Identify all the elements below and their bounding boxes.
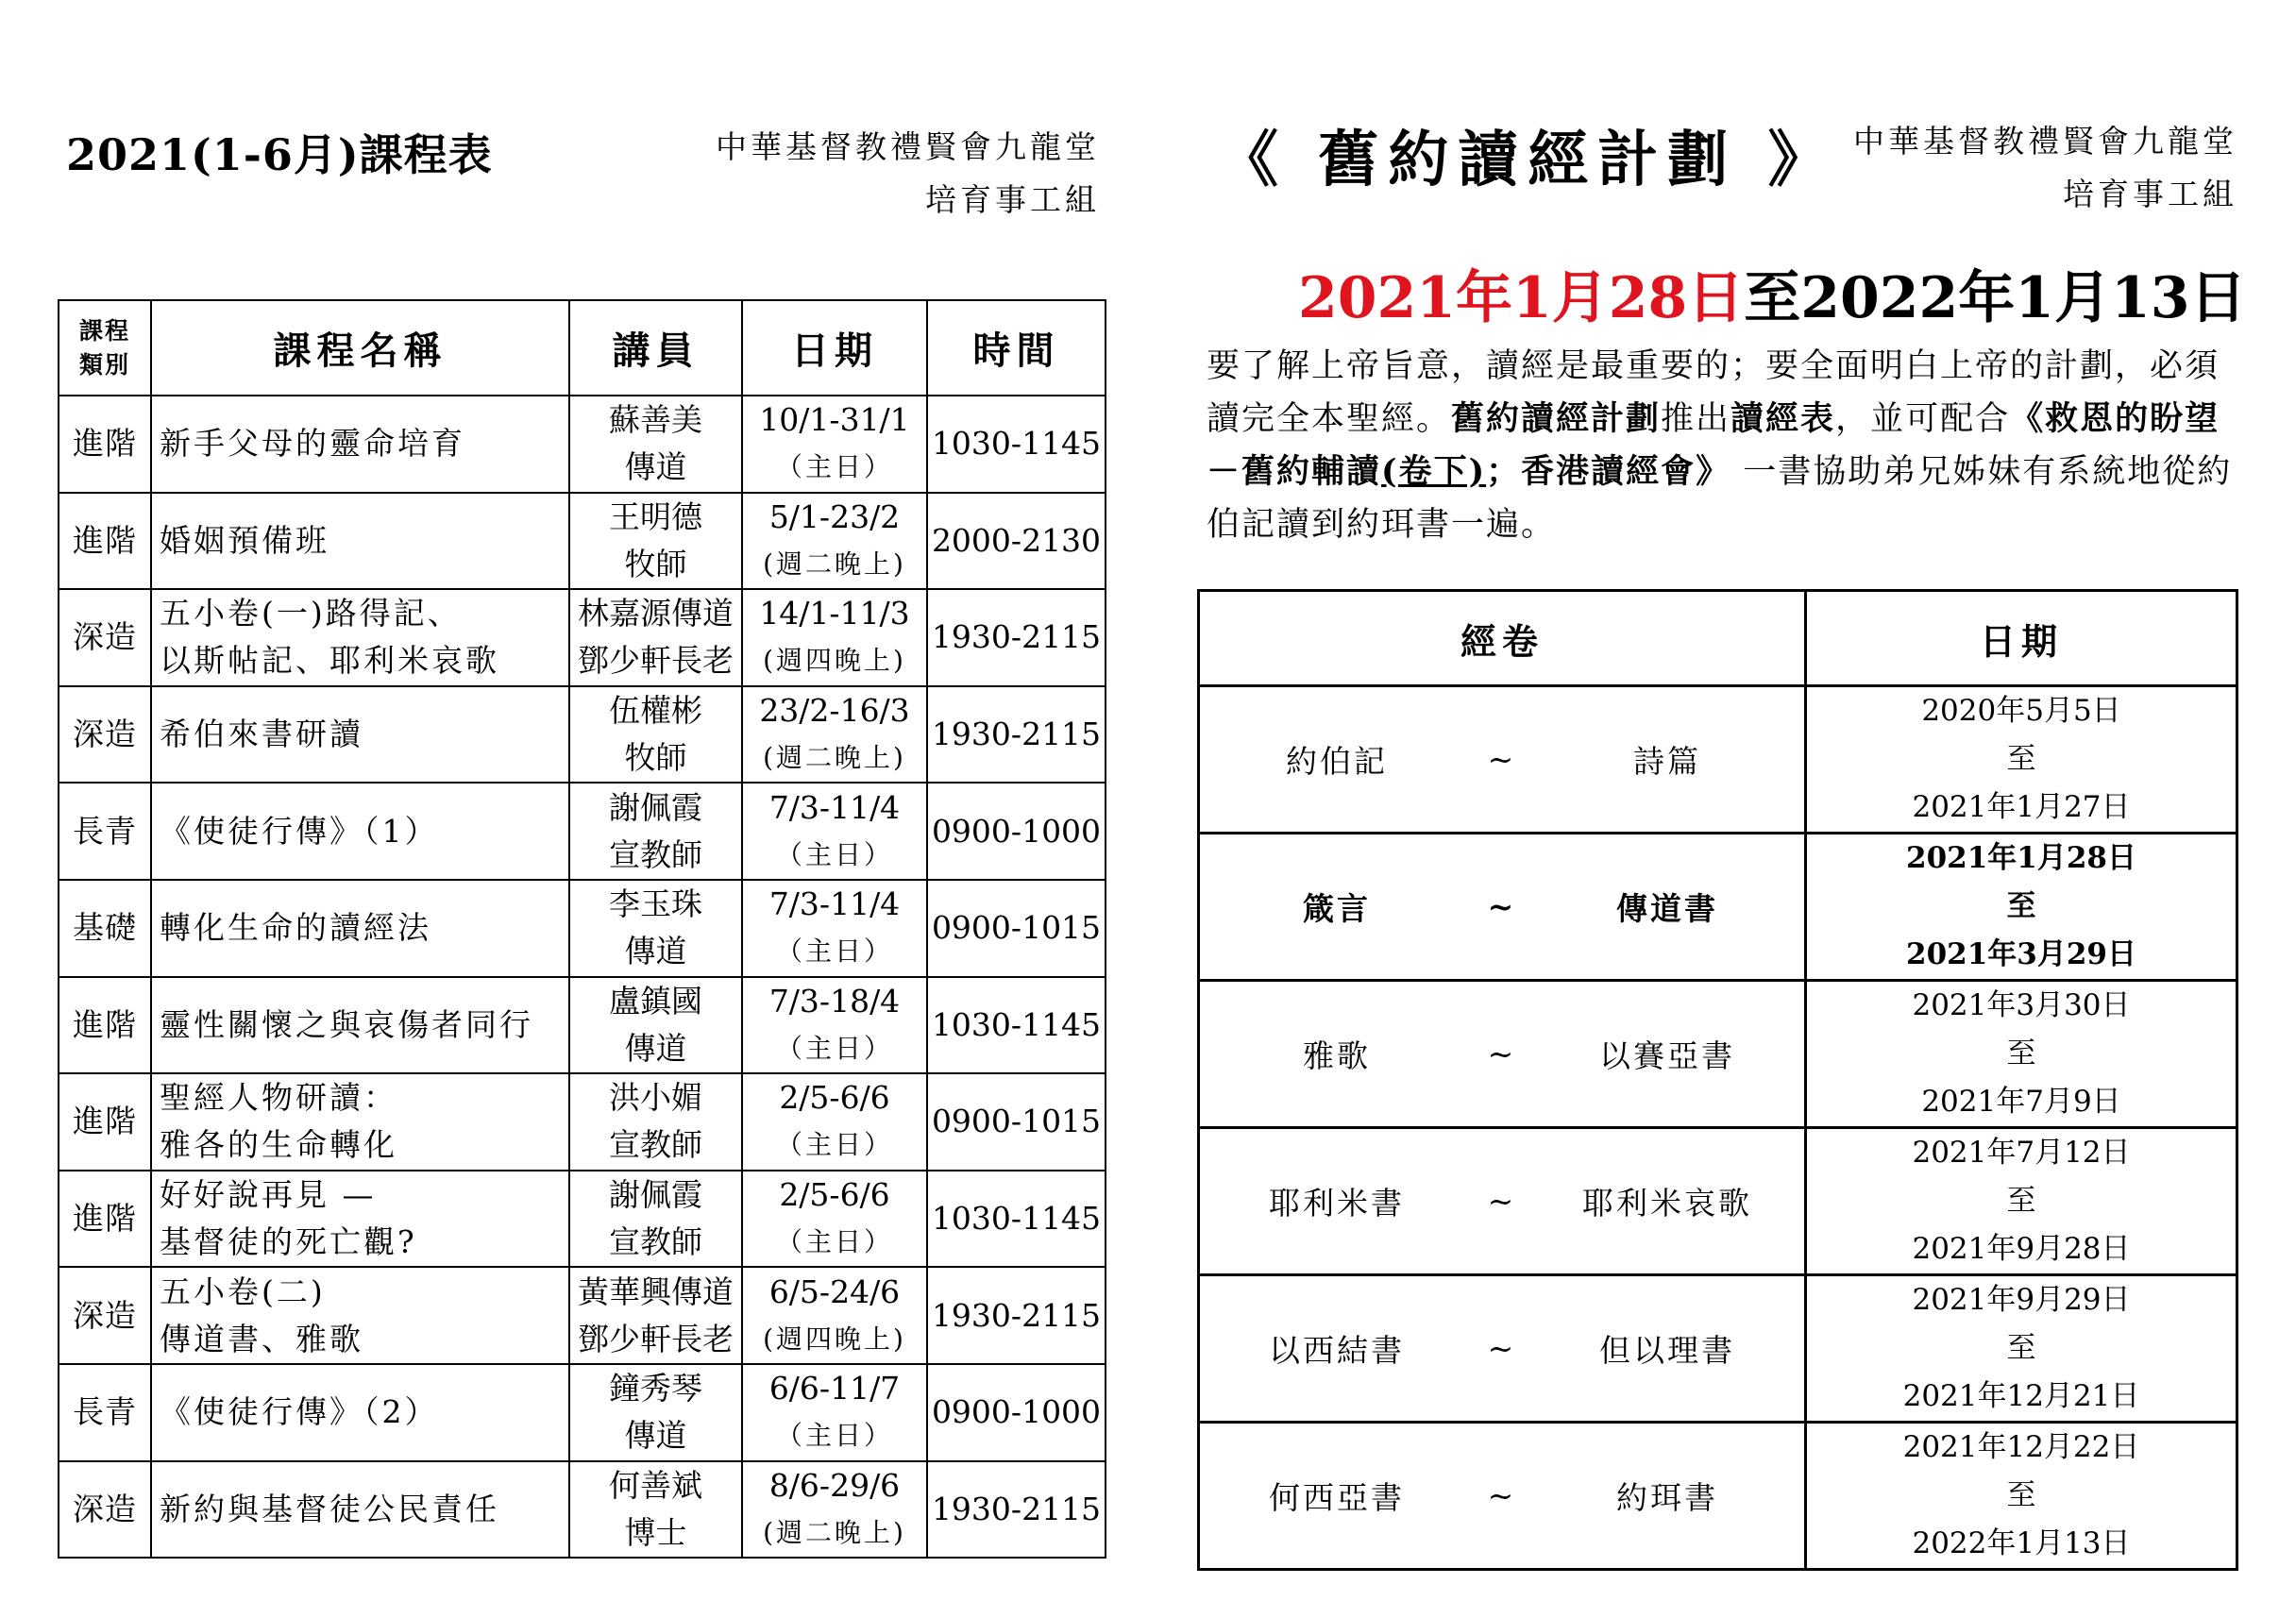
book-from: 雅歌: [1303, 1037, 1371, 1074]
plan-start-date: 2021年7月12日: [1912, 1136, 2131, 1170]
reading-plan-title: 《 舊約讀經計劃 》: [1218, 125, 1838, 195]
course-date: 10/1-31/1 （主日）: [742, 396, 927, 493]
course-time: 1030-1145: [927, 977, 1106, 1074]
header-course-name: 課程名稱: [151, 300, 569, 396]
course-time: 1030-1145: [927, 396, 1106, 493]
course-speaker: 何善斌 博士: [569, 1461, 742, 1559]
book-to: 但以理書: [1599, 1332, 1735, 1369]
course-time: 1930-2115: [927, 1267, 1106, 1364]
course-date: 7/3-11/4 （主日）: [742, 783, 927, 880]
plan-books: [1199, 834, 1806, 981]
header-books: 經卷: [1199, 591, 1806, 686]
range-end: 2022年1月13日: [1800, 265, 2247, 331]
course-speaker: 林嘉源傳道 鄧少軒長老: [569, 589, 742, 686]
table-row: [1199, 686, 2237, 834]
header-category: 課程 類別: [59, 300, 151, 396]
course-speaker: 王明德 牧師: [569, 493, 742, 590]
course-name: 新手父母的靈命培育: [151, 396, 569, 493]
course-speaker: 謝佩霞 宣教師: [569, 783, 742, 880]
course-time: 1030-1145: [927, 1171, 1106, 1268]
table-row: [59, 396, 1106, 493]
book-range-tilde: ~: [1487, 1183, 1517, 1220]
course-name: 新約與基督徒公民責任: [151, 1461, 569, 1559]
course-speaker: 鐘秀琴 傳道: [569, 1364, 742, 1461]
course-table: [58, 299, 1106, 1559]
plan-dates: [1806, 981, 2237, 1128]
book-from: 何西亞書: [1269, 1479, 1405, 1516]
book-range-tilde: ~: [1487, 1330, 1517, 1367]
course-category: 基礎: [59, 880, 151, 977]
plan-dates: [1806, 834, 2237, 981]
course-speaker: 黃華興傳道 鄧少軒長老: [569, 1267, 742, 1364]
table-row: [1199, 981, 2237, 1128]
course-time: 0900-1015: [927, 880, 1106, 977]
table-row: [59, 977, 1106, 1074]
course-category: 長青: [59, 1364, 151, 1461]
plan-date-to: 至: [2006, 742, 2036, 776]
course-name: 聖經人物研讀： 雅各的生命轉化: [151, 1073, 569, 1171]
course-speaker: 伍權彬 牧師: [569, 686, 742, 784]
book-range-tilde: ~: [1487, 1477, 1517, 1514]
range-start: 2021年1月28日: [1298, 265, 1745, 331]
plan-end-date: 2021年7月9日: [1921, 1085, 2121, 1119]
course-time: 0900-1000: [927, 1364, 1106, 1461]
course-date: 14/1-11/3 (週四晚上): [742, 589, 927, 686]
course-time: 0900-1000: [927, 783, 1106, 880]
header-speaker: 講員: [569, 300, 742, 396]
table-row: [59, 880, 1106, 977]
book-from: 約伯記: [1286, 743, 1388, 780]
course-date: 7/3-11/4 （主日）: [742, 880, 927, 977]
book-from: 耶利米書: [1269, 1185, 1405, 1222]
course-time: 1930-2115: [927, 686, 1106, 784]
plan-table-header: [1199, 591, 2237, 686]
header-time: 時間: [927, 300, 1106, 396]
course-date: 6/6-11/7 （主日）: [742, 1364, 927, 1461]
plan-end-date: 2021年9月28日: [1912, 1232, 2131, 1266]
book-range-tilde: ~: [1487, 1036, 1517, 1072]
course-category: 進階: [59, 977, 151, 1074]
table-row: [59, 1171, 1106, 1268]
plan-end-date: 2022年1月13日: [1912, 1526, 2131, 1560]
plan-books: [1199, 686, 1806, 834]
plan-date-to: 至: [2006, 1037, 2036, 1070]
plan-dates: [1806, 1128, 2237, 1275]
course-category: 長青: [59, 783, 151, 880]
course-name: 好好說再見 — 基督徒的死亡觀?: [151, 1171, 569, 1268]
course-speaker: 蘇善美 傳道: [569, 396, 742, 493]
course-schedule-title: 2021(1-6月)課程表: [66, 129, 493, 180]
course-date: 23/2-16/3 (週二晚上): [742, 686, 927, 784]
left-organization: [566, 121, 1100, 227]
table-row: [59, 589, 1106, 686]
course-speaker: 洪小媚 宣教師: [569, 1073, 742, 1171]
plan-end-date: 2021年12月21日: [1902, 1379, 2140, 1413]
book-to: 詩篇: [1633, 743, 1701, 780]
plan-books: [1199, 1275, 1806, 1423]
course-category: 深造: [59, 1267, 151, 1364]
plan-date-to: 至: [2006, 889, 2036, 923]
table-row: [59, 1461, 1106, 1559]
course-time: 1930-2115: [927, 589, 1106, 686]
plan-start-date: 2021年9月29日: [1912, 1283, 2131, 1317]
book-to: 以賽亞書: [1599, 1037, 1735, 1074]
plan-dates: [1806, 1423, 2237, 1570]
table-row: [59, 686, 1106, 784]
course-name: 《使徒行傳》（1）: [151, 783, 569, 880]
right-org-name: 中華基督教禮賢會九龍堂: [1853, 123, 2237, 160]
plan-date-range: [1298, 253, 2247, 334]
table-row: [1199, 1128, 2237, 1275]
course-date: 7/3-18/4 （主日）: [742, 977, 927, 1074]
reading-plan-table: [1197, 589, 2238, 1571]
table-row: [1199, 1423, 2237, 1570]
course-date: 8/6-29/6 (週二晚上): [742, 1461, 927, 1559]
header-date: 日期: [742, 300, 927, 396]
left-org-name: 中華基督教禮賢會九龍堂: [716, 128, 1100, 165]
course-category: 進階: [59, 1171, 151, 1268]
course-category: 進階: [59, 493, 151, 590]
right-organization: [1690, 115, 2237, 221]
book-to: 約珥書: [1616, 1479, 1718, 1516]
course-category: 進階: [59, 1073, 151, 1171]
plan-start-date: 2021年1月28日: [1906, 841, 2136, 875]
range-to: 至: [1744, 265, 1801, 331]
plan-start-date: 2021年12月22日: [1902, 1430, 2140, 1464]
plan-date-to: 至: [2006, 1184, 2036, 1218]
course-table-header: [59, 300, 1106, 396]
course-speaker: 盧鎮國 傳道: [569, 977, 742, 1074]
course-date: 5/1-23/2 (週二晚上): [742, 493, 927, 590]
course-date: 2/5-6/6 （主日）: [742, 1171, 927, 1268]
course-name: 靈性關懷之與哀傷者同行: [151, 977, 569, 1074]
course-speaker: 謝佩霞 宣教師: [569, 1171, 742, 1268]
course-time: 0900-1015: [927, 1073, 1106, 1171]
course-time: 1930-2115: [927, 1461, 1106, 1559]
course-name: 五小卷(二) 傳道書、雅歌: [151, 1267, 569, 1364]
course-speaker: 李玉珠 傳道: [569, 880, 742, 977]
course-date: 2/5-6/6 （主日）: [742, 1073, 927, 1171]
right-org-group: 培育事工組: [2063, 176, 2237, 212]
plan-books: [1199, 981, 1806, 1128]
table-row: [59, 493, 1106, 590]
table-row: [59, 1364, 1106, 1461]
table-row: [59, 1073, 1106, 1171]
plan-date-to: 至: [2006, 1478, 2036, 1512]
plan-books: [1199, 1423, 1806, 1570]
book-to: 耶利米哀歌: [1582, 1185, 1752, 1222]
course-date: 6/5-24/6 (週四晚上): [742, 1267, 927, 1364]
course-category: 深造: [59, 589, 151, 686]
plan-end-date: 2021年3月29日: [1906, 937, 2136, 971]
course-category: 深造: [59, 686, 151, 784]
book-range-tilde: ~: [1487, 888, 1517, 925]
book-from: 箴言: [1303, 890, 1371, 927]
course-time: 2000-2130: [927, 493, 1106, 590]
plan-end-date: 2021年1月27日: [1912, 790, 2131, 824]
plan-dates: [1806, 686, 2237, 834]
table-row: [1199, 834, 2237, 981]
table-row: [59, 1267, 1106, 1364]
course-category: 深造: [59, 1461, 151, 1559]
course-name: 《使徒行傳》（2）: [151, 1364, 569, 1461]
book-to: 傳道書: [1616, 890, 1718, 927]
course-name: 五小卷(一)路得記、 以斯帖記、耶利米哀歌: [151, 589, 569, 686]
course-name: 婚姻預備班: [151, 493, 569, 590]
plan-start-date: 2021年3月30日: [1912, 988, 2131, 1022]
plan-dates: [1806, 1275, 2237, 1423]
course-name: 希伯來書研讀: [151, 686, 569, 784]
plan-books: [1199, 1128, 1806, 1275]
table-row: [59, 783, 1106, 880]
book-range-tilde: ~: [1487, 741, 1517, 778]
intro-paragraph: 要了解上帝旨意，讀經是最重要的；要全面明白上帝的計劃，必須讀完全本聖經。舊約讀經計劃推出讀經表，並可配合《救恩的盼望－舊約輔讀(卷下)；香港讀經會》 一書協助弟兄姊妹有系統地從約伯記讀到約珥書一遍。: [1207, 347, 2233, 544]
left-org-group: 培育事工組: [925, 181, 1100, 218]
plan-start-date: 2020年5月5日: [1921, 694, 2121, 728]
table-row: [1199, 1275, 2237, 1423]
course-name: 轉化生命的讀經法: [151, 880, 569, 977]
header-plan-date: 日期: [1806, 591, 2237, 686]
plan-date-to: 至: [2006, 1331, 2036, 1365]
book-from: 以西結書: [1269, 1332, 1405, 1369]
course-category: 進階: [59, 396, 151, 493]
